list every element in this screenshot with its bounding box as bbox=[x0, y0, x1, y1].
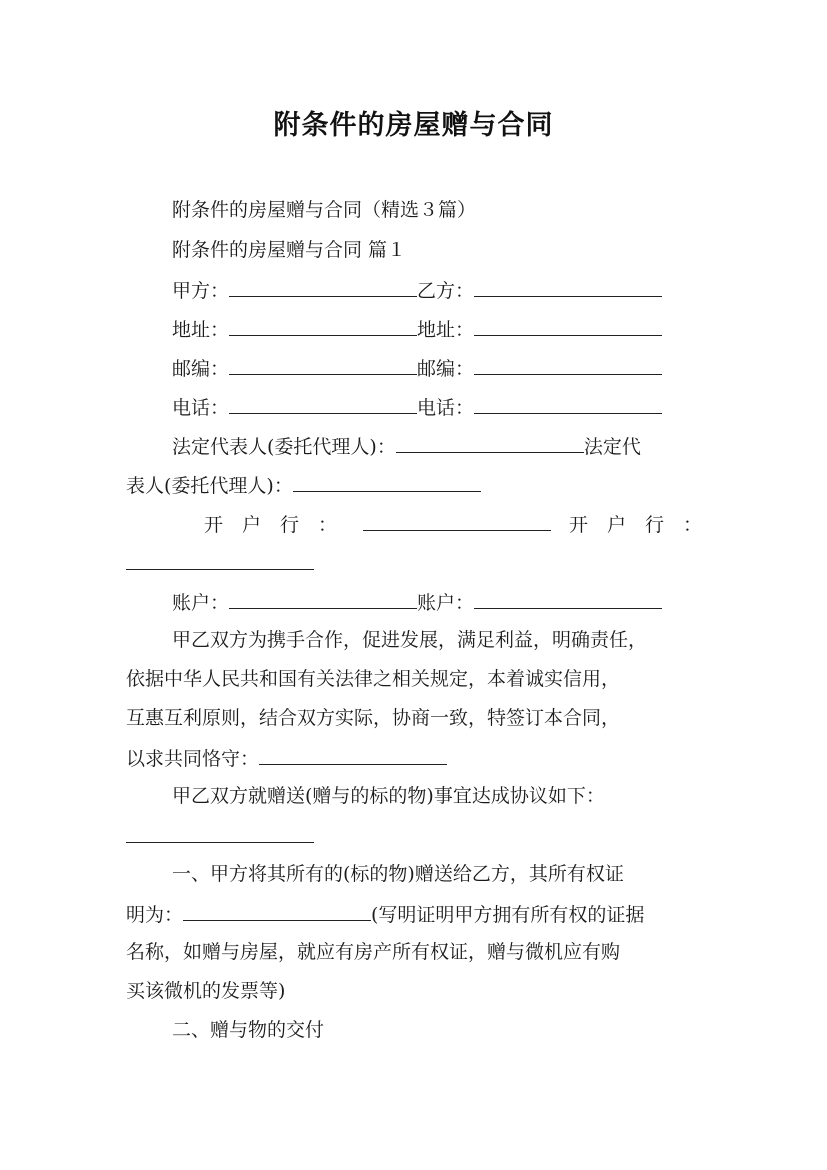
legal-rep-a-field[interactable] bbox=[396, 432, 584, 453]
postcode-label-b: 邮编： bbox=[417, 358, 475, 380]
legal-rep-b-label-start: 法定代 bbox=[583, 436, 641, 458]
clause1-proof-note: (写明证明甲方拥有所有权的证据 bbox=[371, 904, 645, 926]
para1-line-3: 互惠互利原则，结合双方实际，协商一致，特签订本合同， bbox=[126, 707, 621, 729]
phone-a-field[interactable] bbox=[229, 393, 417, 414]
bank-a-field[interactable] bbox=[363, 510, 551, 531]
document-title: 附条件的房屋赠与合同 bbox=[273, 110, 554, 141]
clause1-line-2 bbox=[126, 900, 644, 928]
clause1-line-1: 一、甲方将其所有的(标的物)赠送给乙方，其所有权证 bbox=[172, 863, 624, 885]
subtitle: 附条件的房屋赠与合同（精选３篇） bbox=[172, 199, 477, 221]
phone-row bbox=[172, 393, 662, 421]
postcode-b-field[interactable] bbox=[474, 354, 662, 375]
address-label-b: 地址： bbox=[417, 319, 475, 341]
agreement-field[interactable] bbox=[126, 822, 314, 843]
clause1-proof-label: 明为： bbox=[126, 904, 184, 926]
clause1-line-3: 名称，如赠与房屋，就应有房产所有权证，赠与微机应有购 bbox=[126, 941, 621, 963]
compliance-field[interactable] bbox=[259, 744, 447, 765]
para2-blank-row bbox=[126, 822, 314, 850]
bank-b-field[interactable] bbox=[126, 549, 314, 570]
postcode-row bbox=[172, 354, 662, 382]
clause2-heading: 二、赠与物的交付 bbox=[172, 1019, 325, 1041]
para2-line: 甲乙双方就赠送(赠与的标的物)事宜达成协议如下： bbox=[172, 785, 605, 807]
party-a-field[interactable] bbox=[229, 276, 417, 297]
party-a-label: 甲方： bbox=[172, 280, 230, 302]
section-heading: 附条件的房屋赠与合同 篇１ bbox=[172, 239, 407, 261]
legal-rep-b-field[interactable] bbox=[293, 471, 481, 492]
postcode-label-a: 邮编： bbox=[172, 358, 230, 380]
legal-rep-row-1 bbox=[172, 432, 641, 460]
bank-label-a: 开 户 行 ： bbox=[204, 514, 338, 536]
bank-row-2 bbox=[126, 549, 314, 577]
account-a-field[interactable] bbox=[229, 588, 417, 609]
legal-rep-a-label: 法定代表人(委托代理人)： bbox=[172, 436, 396, 458]
para1-line-4-text: 以求共同恪守： bbox=[126, 748, 260, 770]
address-b-field[interactable] bbox=[474, 315, 662, 336]
account-label-a: 账户： bbox=[172, 592, 230, 614]
party-b-field[interactable] bbox=[474, 276, 662, 297]
phone-b-field[interactable] bbox=[474, 393, 662, 414]
legal-rep-row-2 bbox=[126, 471, 481, 499]
party-row bbox=[172, 276, 662, 304]
bank-row bbox=[204, 510, 702, 538]
address-row bbox=[172, 315, 662, 343]
phone-label-b: 电话： bbox=[417, 397, 475, 419]
para1-line-4 bbox=[126, 744, 447, 772]
clause1-line-4: 买该微机的发票等) bbox=[126, 980, 286, 1002]
address-label-a: 地址： bbox=[172, 319, 230, 341]
address-a-field[interactable] bbox=[229, 315, 417, 336]
phone-label-a: 电话： bbox=[172, 397, 230, 419]
legal-rep-b-label-end: 表人(委托代理人)： bbox=[126, 475, 293, 497]
ownership-proof-field[interactable] bbox=[183, 900, 371, 921]
account-b-field[interactable] bbox=[474, 588, 662, 609]
account-label-b: 账户： bbox=[417, 592, 475, 614]
para1-line-2: 依据中华人民共和国有关法律之相关规定，本着诚实信用， bbox=[126, 668, 621, 690]
party-b-label: 乙方： bbox=[417, 280, 475, 302]
bank-label-b: 开 户 行 ： bbox=[569, 514, 703, 536]
postcode-a-field[interactable] bbox=[229, 354, 417, 375]
para1-line-1: 甲乙双方为携手合作，促进发展，满足利益，明确责任， bbox=[172, 629, 648, 651]
account-row bbox=[172, 588, 662, 616]
